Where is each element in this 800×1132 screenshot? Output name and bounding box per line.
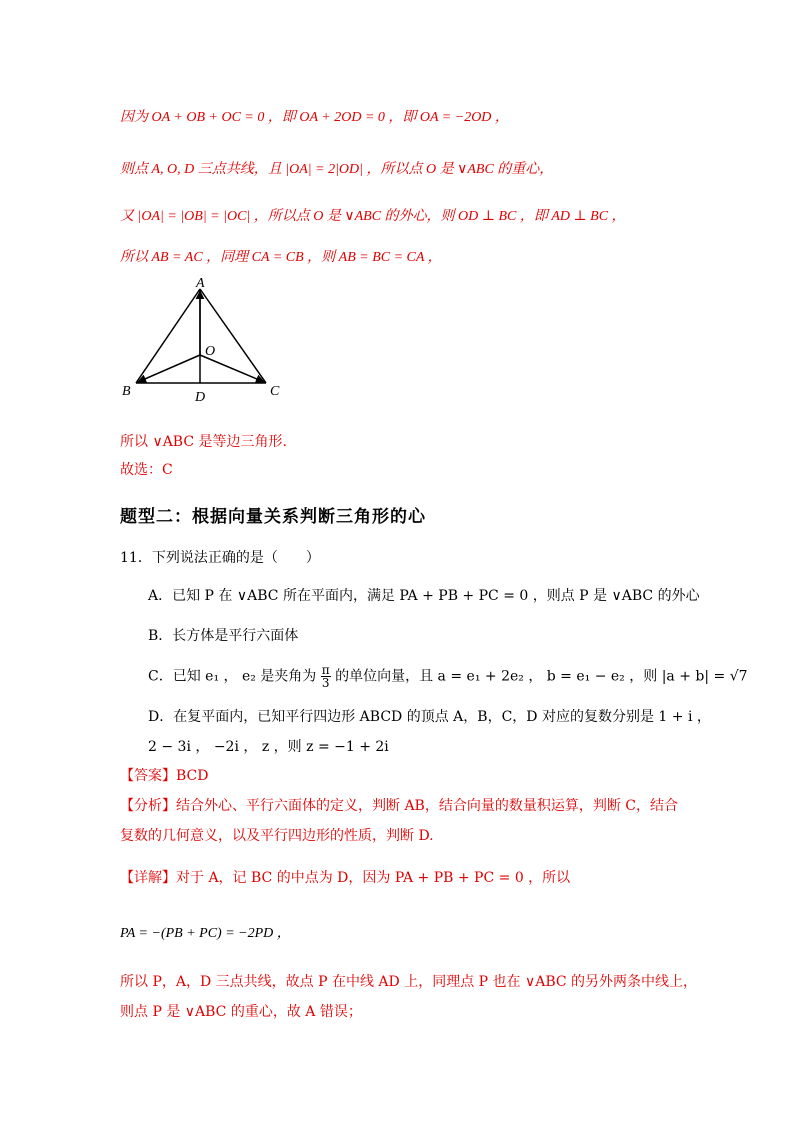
label-d: D bbox=[195, 390, 206, 405]
triangle-figure bbox=[118, 275, 288, 405]
detail-line-1: 【详解】对于 A，记 BC 的中点为 D，因为 PA + PB + PC = 0 ，所以 bbox=[120, 870, 571, 886]
solution-line-2: 则点 A, O, D 三点共线，且 |OA| = 2|OD| ，所以点 O 是 ∨ABC 的重心， bbox=[120, 162, 554, 177]
detail-line-2: PA = −(PB + PC) = −2PD ， bbox=[120, 926, 291, 941]
choice-line: 故选：C bbox=[120, 462, 173, 478]
label-a: A bbox=[196, 276, 205, 291]
fraction-pi-3 bbox=[321, 664, 331, 689]
solution-line-3: 又 |OA| = |OB| = |OC| ，所以点 O 是 ∨ABC 的外心，则 OD ⊥ BC ，即 AD ⊥ BC ， bbox=[120, 209, 626, 224]
vector-ob bbox=[138, 355, 200, 382]
label-b: B bbox=[122, 384, 131, 399]
conclusion-line: 所以 ∨ABC 是等边三角形. bbox=[120, 434, 287, 450]
question-stem: 11．下列说法正确的是（ ） bbox=[120, 550, 320, 566]
option-c bbox=[148, 664, 748, 689]
option-c-post: 的单位向量，且 a = e₁ + 2e₂ ， b = e₁ − e₂ ，则 |a + b| = √7 bbox=[335, 668, 748, 685]
option-a: A．已知 P 在 ∨ABC 所在平面内，满足 PA + PB + PC = 0 ，则点 P 是 ∨ABC 的外心 bbox=[148, 588, 700, 604]
label-c: C bbox=[270, 384, 280, 399]
solution-line-1: 因为 OA + OB + OC = 0 ，即 OA + 2OD = 0 ，即 OA = −2OD ， bbox=[120, 110, 509, 125]
section-heading: 题型二：根据向量关系判断三角形的心 bbox=[120, 507, 426, 527]
option-b: B．长方体是平行六面体 bbox=[148, 628, 299, 644]
vector-oc bbox=[200, 355, 264, 382]
fraction-numerator: π bbox=[321, 663, 330, 677]
option-d-line-1: D．在复平面内，已知平行四边形 ABCD 的顶点 A，B，C，D 对应的复数分别是 1 + i ， bbox=[148, 709, 711, 725]
detail-line-3: 所以 P，A，D 三点共线，故点 P 在中线 AD 上，同理点 P 也在 ∨ABC 的另外两条中线上， bbox=[120, 974, 698, 990]
option-c-pre: C．已知 e₁ ， e₂ 是夹角为 bbox=[148, 668, 317, 685]
detail-line-4: 则点 P 是 ∨ABC 的重心，故 A 错误； bbox=[120, 1004, 362, 1020]
label-o: O bbox=[205, 344, 216, 359]
analysis-line-1: 【分析】结合外心、平行六面体的定义，判断 AB，结合向量的数量积运算，判断 C，结合 bbox=[120, 798, 679, 814]
option-d-line-2: 2 − 3i ， −2i ， z ，则 z = −1 + 2i bbox=[148, 739, 389, 755]
answer-label: 【答案】BCD bbox=[120, 768, 209, 784]
fraction-denominator: 3 bbox=[321, 676, 330, 690]
solution-line-4: 所以 AB = AC ，同理 CA = CB ，则 AB = BC = CA ， bbox=[120, 250, 442, 265]
analysis-line-2: 复数的几何意义，以及平行四边形的性质，判断 D. bbox=[120, 828, 434, 844]
